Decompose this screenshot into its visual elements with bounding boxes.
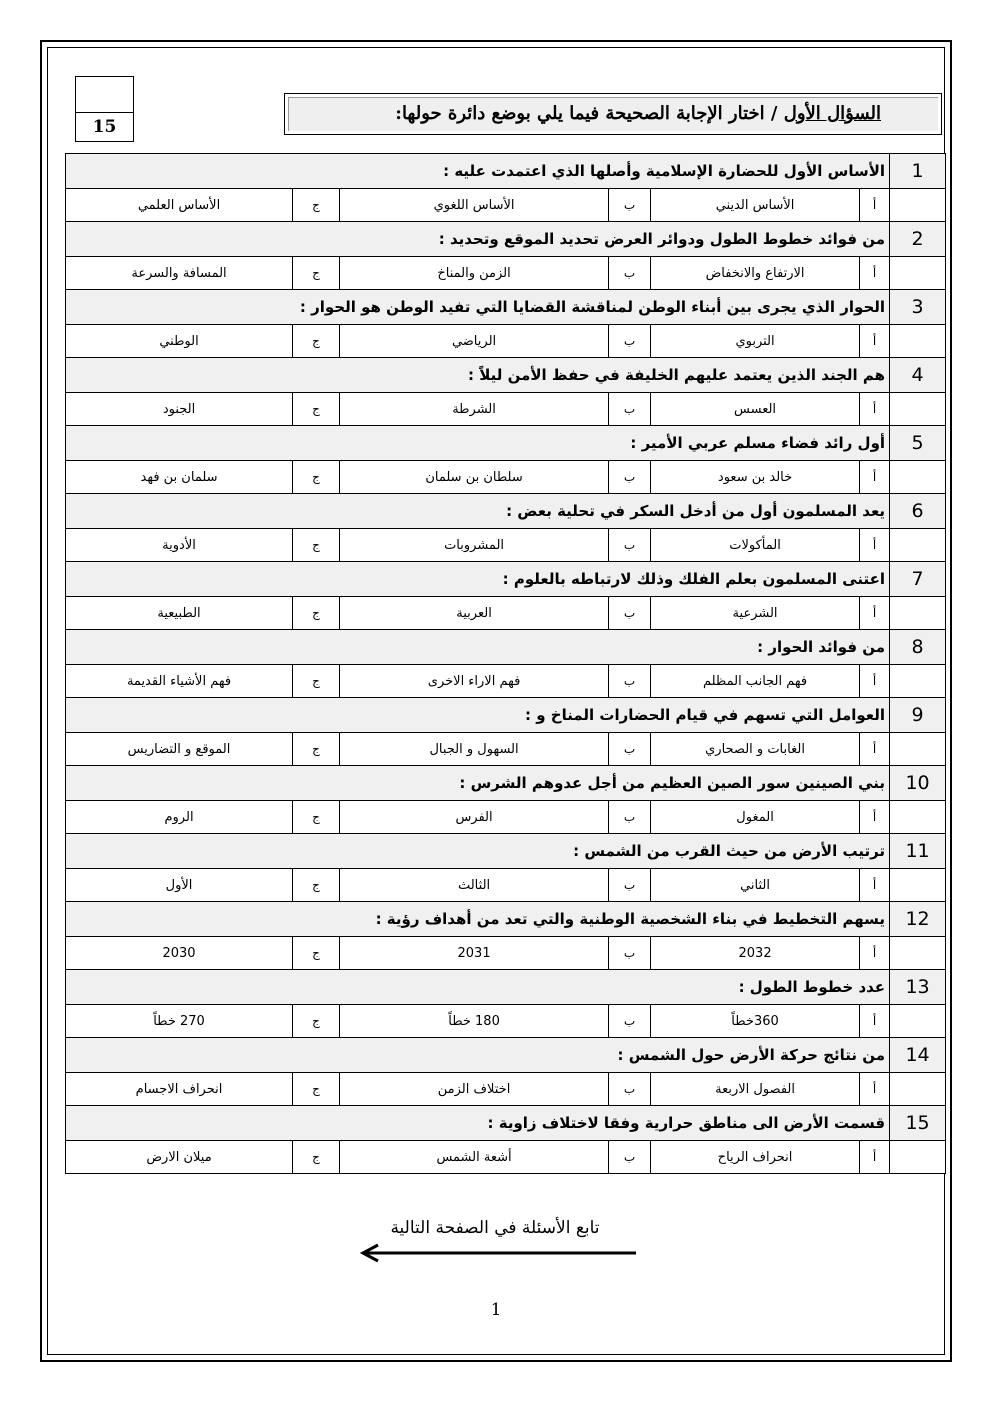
question-title-lead: السؤال الأول <box>783 103 881 124</box>
question-title <box>395 103 881 124</box>
question-row <box>66 494 946 529</box>
answer-spacer <box>890 529 946 562</box>
option-letter-b: ب <box>609 869 651 902</box>
option-letter-a: أ <box>860 325 890 358</box>
answer-row <box>66 597 946 630</box>
answer-option-c[interactable]: الأول <box>66 869 293 902</box>
answer-option-a[interactable]: الشرعية <box>651 597 860 630</box>
question-text: ترتيب الأرض من حيث القرب من الشمس : <box>66 834 890 869</box>
question-number: 3 <box>890 290 946 325</box>
question-text: أول رائد فضاء مسلم عربي الأمير : <box>66 426 890 461</box>
question-number: 2 <box>890 222 946 257</box>
answer-spacer <box>890 393 946 426</box>
question-row <box>66 630 946 665</box>
answer-spacer <box>890 257 946 290</box>
answer-option-a[interactable]: انحراف الرياح <box>651 1141 860 1174</box>
option-letter-b: ب <box>609 1073 651 1106</box>
option-letter-c: ج <box>293 1073 340 1106</box>
option-letter-c: ج <box>293 597 340 630</box>
answer-spacer <box>890 869 946 902</box>
answer-option-b[interactable]: السهول و الجبال <box>340 733 609 766</box>
option-letter-a: أ <box>860 869 890 902</box>
answer-option-b[interactable]: فهم الاراء الاخرى <box>340 665 609 698</box>
answer-option-a[interactable]: التربوي <box>651 325 860 358</box>
question-row <box>66 1106 946 1141</box>
option-letter-b: ب <box>609 1141 651 1174</box>
question-number: 9 <box>890 698 946 733</box>
option-letter-b: ب <box>609 189 651 222</box>
answer-option-b[interactable]: العربية <box>340 597 609 630</box>
question-row <box>66 290 946 325</box>
option-letter-b: ب <box>609 733 651 766</box>
answer-spacer <box>890 1141 946 1174</box>
answer-option-b[interactable]: المشروبات <box>340 529 609 562</box>
question-number: 4 <box>890 358 946 393</box>
answer-option-b[interactable]: الأساس اللغوي <box>340 189 609 222</box>
answer-option-c[interactable]: الوطني <box>66 325 293 358</box>
questions-table <box>65 153 946 1174</box>
answer-row <box>66 1141 946 1174</box>
question-row <box>66 222 946 257</box>
answer-option-b[interactable]: اختلاف الزمن <box>340 1073 609 1106</box>
option-letter-c: ج <box>293 325 340 358</box>
option-letter-a: أ <box>860 1141 890 1174</box>
score-value: 15 <box>92 117 117 137</box>
question-number: 14 <box>890 1038 946 1073</box>
answer-option-c[interactable]: الجنود <box>66 393 293 426</box>
answer-option-a[interactable]: 360خطاً <box>651 1005 860 1038</box>
answer-row <box>66 461 946 494</box>
question-number: 15 <box>890 1106 946 1141</box>
answer-option-c[interactable]: الأساس العلمي <box>66 189 293 222</box>
answer-option-b[interactable]: الزمن والمناخ <box>340 257 609 290</box>
question-text: عدد خطوط الطول : <box>66 970 890 1005</box>
question-row <box>66 1038 946 1073</box>
answer-option-a[interactable]: فهم الجانب المظلم <box>651 665 860 698</box>
option-letter-b: ب <box>609 801 651 834</box>
answer-option-c[interactable]: الطبيعية <box>66 597 293 630</box>
question-text: الأساس الأول للحضارة الإسلامية وأصلها الذي اعتمدت عليه : <box>66 154 890 189</box>
question-row <box>66 562 946 597</box>
option-letter-b: ب <box>609 461 651 494</box>
option-letter-b: ب <box>609 1005 651 1038</box>
question-text: هم الجند الذين يعتمد عليهم الخليفة في حفظ الأمن ليلاً : <box>66 358 890 393</box>
answer-row <box>66 529 946 562</box>
left-arrow-icon <box>358 1243 638 1263</box>
score-box <box>75 76 134 142</box>
option-letter-a: أ <box>860 461 890 494</box>
answer-option-a[interactable]: العسس <box>651 393 860 426</box>
answer-option-c[interactable]: المسافة والسرعة <box>66 257 293 290</box>
question-number: 13 <box>890 970 946 1005</box>
question-number: 11 <box>890 834 946 869</box>
option-letter-b: ب <box>609 597 651 630</box>
answer-option-c[interactable]: الموقع و التضاريس <box>66 733 293 766</box>
answer-option-a[interactable]: 2032 <box>651 937 860 970</box>
question-number: 10 <box>890 766 946 801</box>
answer-row <box>66 325 946 358</box>
answer-option-b[interactable]: الفرس <box>340 801 609 834</box>
option-letter-a: أ <box>860 733 890 766</box>
option-letter-c: ج <box>293 665 340 698</box>
question-title-box <box>284 93 942 135</box>
answer-option-c[interactable]: سلمان بن فهد <box>66 461 293 494</box>
answer-spacer <box>890 189 946 222</box>
answer-row <box>66 393 946 426</box>
answer-option-b[interactable]: الرياضي <box>340 325 609 358</box>
answer-spacer <box>890 733 946 766</box>
option-letter-b: ب <box>609 325 651 358</box>
question-row <box>66 698 946 733</box>
answer-row <box>66 733 946 766</box>
answer-option-b[interactable]: 180 خطاً <box>340 1005 609 1038</box>
option-letter-b: ب <box>609 665 651 698</box>
answer-option-c[interactable]: الروم <box>66 801 293 834</box>
question-text: من فوائد الحوار : <box>66 630 890 665</box>
question-text: الحوار الذي يجرى بين أبناء الوطن لمناقشة القضايا التي تفيد الوطن هو الحوار : <box>66 290 890 325</box>
answer-row <box>66 257 946 290</box>
answer-row <box>66 937 946 970</box>
answer-spacer <box>890 325 946 358</box>
answer-spacer <box>890 801 946 834</box>
answer-spacer <box>890 1073 946 1106</box>
answer-option-b[interactable]: سلطان بن سلمان <box>340 461 609 494</box>
continue-note: تابع الأسئلة في الصفحة التالية <box>390 1218 600 1238</box>
answer-option-c[interactable]: فهم الأشياء القديمة <box>66 665 293 698</box>
option-letter-c: ج <box>293 393 340 426</box>
question-text: يسهم التخطيط في بناء الشخصية الوطنية والتي تعد من أهداف رؤية : <box>66 902 890 937</box>
answer-row <box>66 1005 946 1038</box>
question-row <box>66 154 946 189</box>
question-number: 5 <box>890 426 946 461</box>
answer-option-b[interactable]: أشعة الشمس <box>340 1141 609 1174</box>
option-letter-a: أ <box>860 1005 890 1038</box>
answer-spacer <box>890 1005 946 1038</box>
answer-option-c[interactable]: الأدوية <box>66 529 293 562</box>
answer-spacer <box>890 597 946 630</box>
option-letter-a: أ <box>860 393 890 426</box>
answer-option-c[interactable]: ميلان الارض <box>66 1141 293 1174</box>
option-letter-a: أ <box>860 529 890 562</box>
question-text: بني الصينين سور الصين العظيم من أجل عدوهم الشرس : <box>66 766 890 801</box>
option-letter-a: أ <box>860 189 890 222</box>
answer-option-a[interactable]: المأكولات <box>651 529 860 562</box>
option-letter-c: ج <box>293 189 340 222</box>
question-text: من فوائد خطوط الطول ودوائر العرض تحديد الموقع وتحديد : <box>66 222 890 257</box>
option-letter-c: ج <box>293 257 340 290</box>
option-letter-b: ب <box>609 393 651 426</box>
answer-option-a[interactable]: المغول <box>651 801 860 834</box>
answer-option-a[interactable]: الغابات و الصحاري <box>651 733 860 766</box>
option-letter-a: أ <box>860 597 890 630</box>
answer-option-a[interactable]: الفصول الاربعة <box>651 1073 860 1106</box>
option-letter-a: أ <box>860 665 890 698</box>
question-number: 12 <box>890 902 946 937</box>
option-letter-c: ج <box>293 733 340 766</box>
option-letter-b: ب <box>609 529 651 562</box>
answer-row <box>66 189 946 222</box>
question-text: العوامل التي تسهم في قيام الحضارات المناخ و : <box>66 698 890 733</box>
option-letter-a: أ <box>860 801 890 834</box>
answer-option-b[interactable]: الشرطة <box>340 393 609 426</box>
answer-option-a[interactable]: الأساس الديني <box>651 189 860 222</box>
question-text: قسمت الأرض الى مناطق حرارية وفقا لاختلاف زاوية : <box>66 1106 890 1141</box>
option-letter-a: أ <box>860 937 890 970</box>
answer-row <box>66 665 946 698</box>
option-letter-a: أ <box>860 1073 890 1106</box>
answer-row <box>66 869 946 902</box>
answer-option-b[interactable]: 2031 <box>340 937 609 970</box>
answer-spacer <box>890 461 946 494</box>
answer-spacer <box>890 665 946 698</box>
answer-option-a[interactable]: الثاني <box>651 869 860 902</box>
answer-option-b[interactable]: الثالث <box>340 869 609 902</box>
question-row <box>66 766 946 801</box>
answer-spacer <box>890 937 946 970</box>
answer-row <box>66 801 946 834</box>
answer-option-c[interactable]: 270 خطاً <box>66 1005 293 1038</box>
option-letter-c: ج <box>293 869 340 902</box>
option-letter-c: ج <box>293 529 340 562</box>
answer-option-c[interactable]: 2030 <box>66 937 293 970</box>
question-text: اعتنى المسلمون بعلم الفلك وذلك لارتباطه بالعلوم : <box>66 562 890 597</box>
question-row <box>66 358 946 393</box>
question-number: 8 <box>890 630 946 665</box>
question-row <box>66 426 946 461</box>
option-letter-c: ج <box>293 461 340 494</box>
answer-option-c[interactable]: انحراف الاجسام <box>66 1073 293 1106</box>
answer-option-a[interactable]: خالد بن سعود <box>651 461 860 494</box>
option-letter-c: ج <box>293 1005 340 1038</box>
option-letter-a: أ <box>860 257 890 290</box>
answer-row <box>66 1073 946 1106</box>
question-text: يعد المسلمون أول من أدخل السكر في تحلية بعض : <box>66 494 890 529</box>
question-number: 6 <box>890 494 946 529</box>
option-letter-b: ب <box>609 257 651 290</box>
option-letter-c: ج <box>293 801 340 834</box>
option-letter-b: ب <box>609 937 651 970</box>
option-letter-c: ج <box>293 1141 340 1174</box>
question-text: من نتائج حركة الأرض حول الشمس : <box>66 1038 890 1073</box>
question-row <box>66 834 946 869</box>
page-number: 1 <box>490 1300 502 1320</box>
question-title-rest: / اختار الإجابة الصحيحة فيما يلي بوضع دائرة حولها: <box>395 103 784 124</box>
question-number: 1 <box>890 154 946 189</box>
question-row <box>66 902 946 937</box>
question-row <box>66 970 946 1005</box>
question-number: 7 <box>890 562 946 597</box>
option-letter-c: ج <box>293 937 340 970</box>
answer-option-a[interactable]: الارتفاع والانخفاض <box>651 257 860 290</box>
